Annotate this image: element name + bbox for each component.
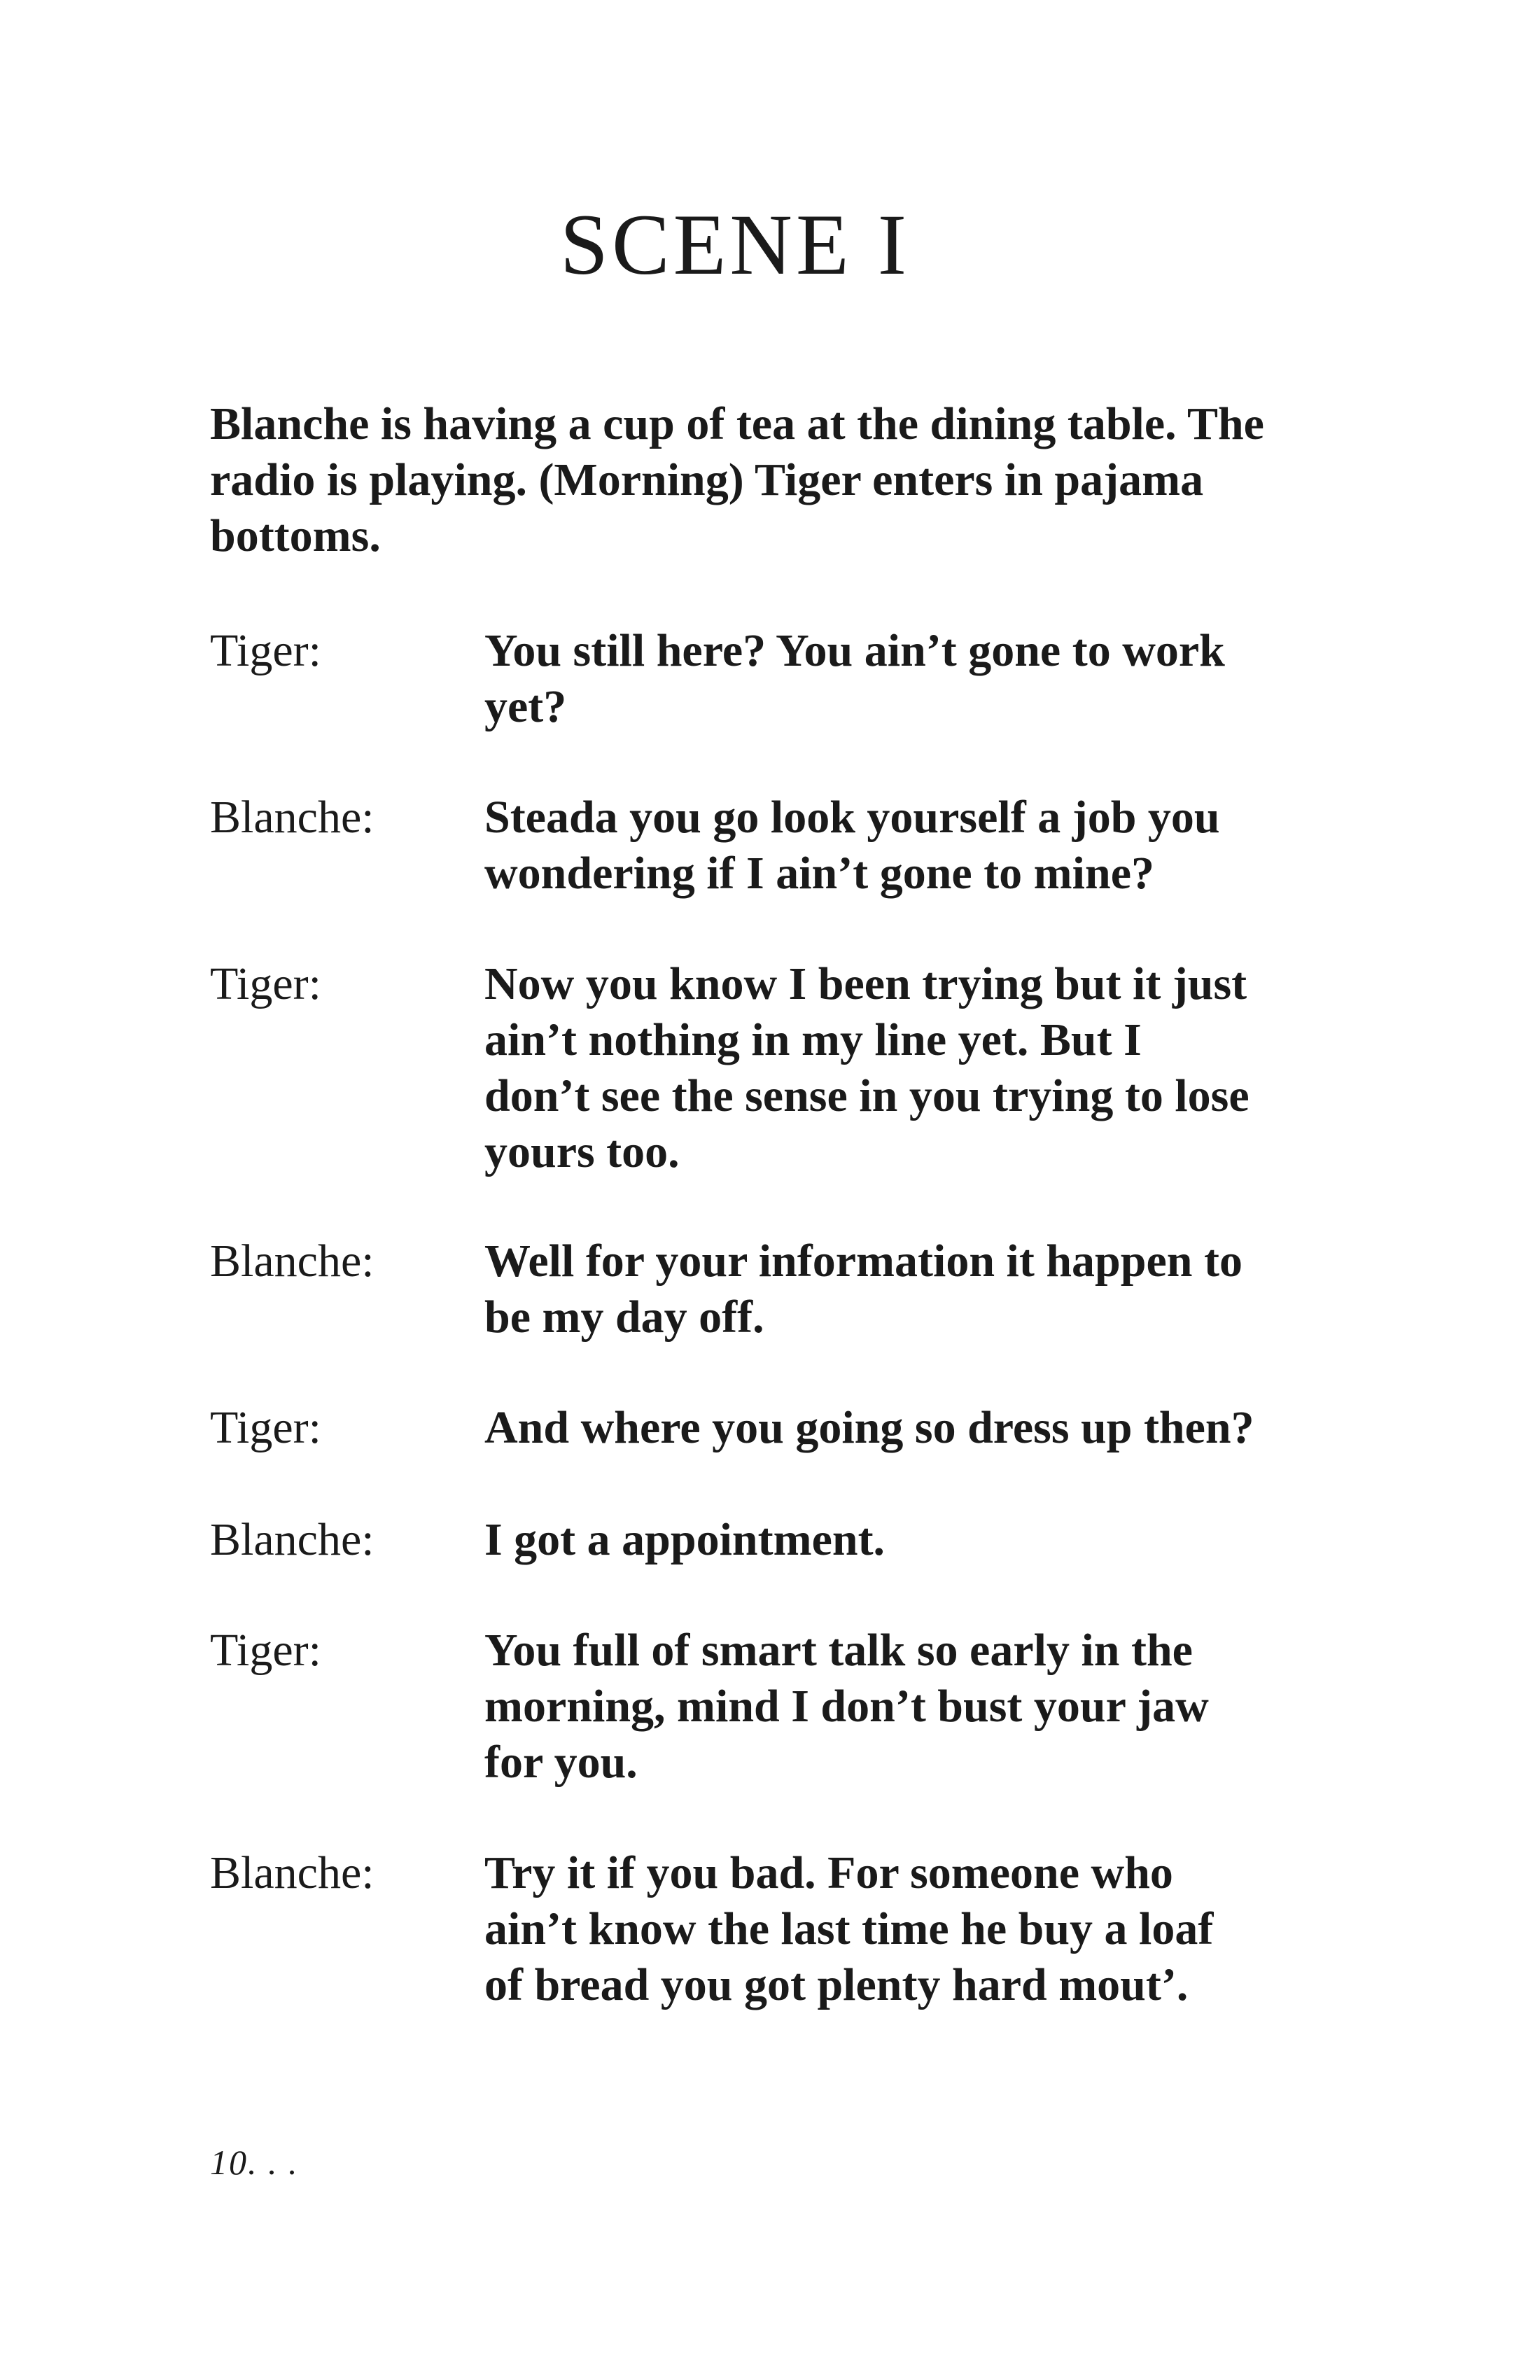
speaker-name: Tiger: bbox=[210, 1402, 321, 1453]
speaker-name: Blanche: bbox=[210, 1236, 374, 1287]
speaker-name: Tiger: bbox=[210, 625, 321, 676]
speaker-name: Blanche: bbox=[210, 1514, 374, 1565]
speaker-name: Tiger: bbox=[210, 1625, 321, 1676]
speaker-name: Tiger: bbox=[210, 958, 321, 1009]
dialogue-line: You still here? You ain’t gone to work yet? bbox=[484, 625, 1225, 732]
dialogue-line: You full of smart talk so early in the morning, mind I don’t bust your jaw for you. bbox=[484, 1625, 1209, 1788]
dialogue-line: And where you going so dress up then? bbox=[484, 1402, 1254, 1453]
dialogue-line: I got a appointment. bbox=[484, 1514, 886, 1565]
dialogue-line: Well for your information it happen to be my day off. bbox=[484, 1236, 1242, 1343]
dialogue-line: Try it if you bad. For someone who ain’t know the last time he buy a loaf of bread you got plenty hard mout’. bbox=[484, 1847, 1214, 2010]
speaker-name: Blanche: bbox=[210, 792, 374, 843]
page-number: 10. . . bbox=[210, 2143, 299, 2182]
stage-direction: Blanche is having a cup of tea at the dining table. The radio is playing. (Morning) Tiger enters in pajama bottoms. bbox=[210, 398, 1264, 561]
dialogue-line: Steada you go look yourself a job you wondering if I ain’t gone to mine? bbox=[484, 792, 1220, 899]
dialogue-line: Now you know I been trying but it just ain’t nothing in my line yet. But I don’t see the sense in you trying to lose yours too. bbox=[484, 958, 1250, 1177]
speaker-name: Blanche: bbox=[210, 1847, 374, 1898]
scene-title: SCENE I bbox=[560, 197, 910, 293]
